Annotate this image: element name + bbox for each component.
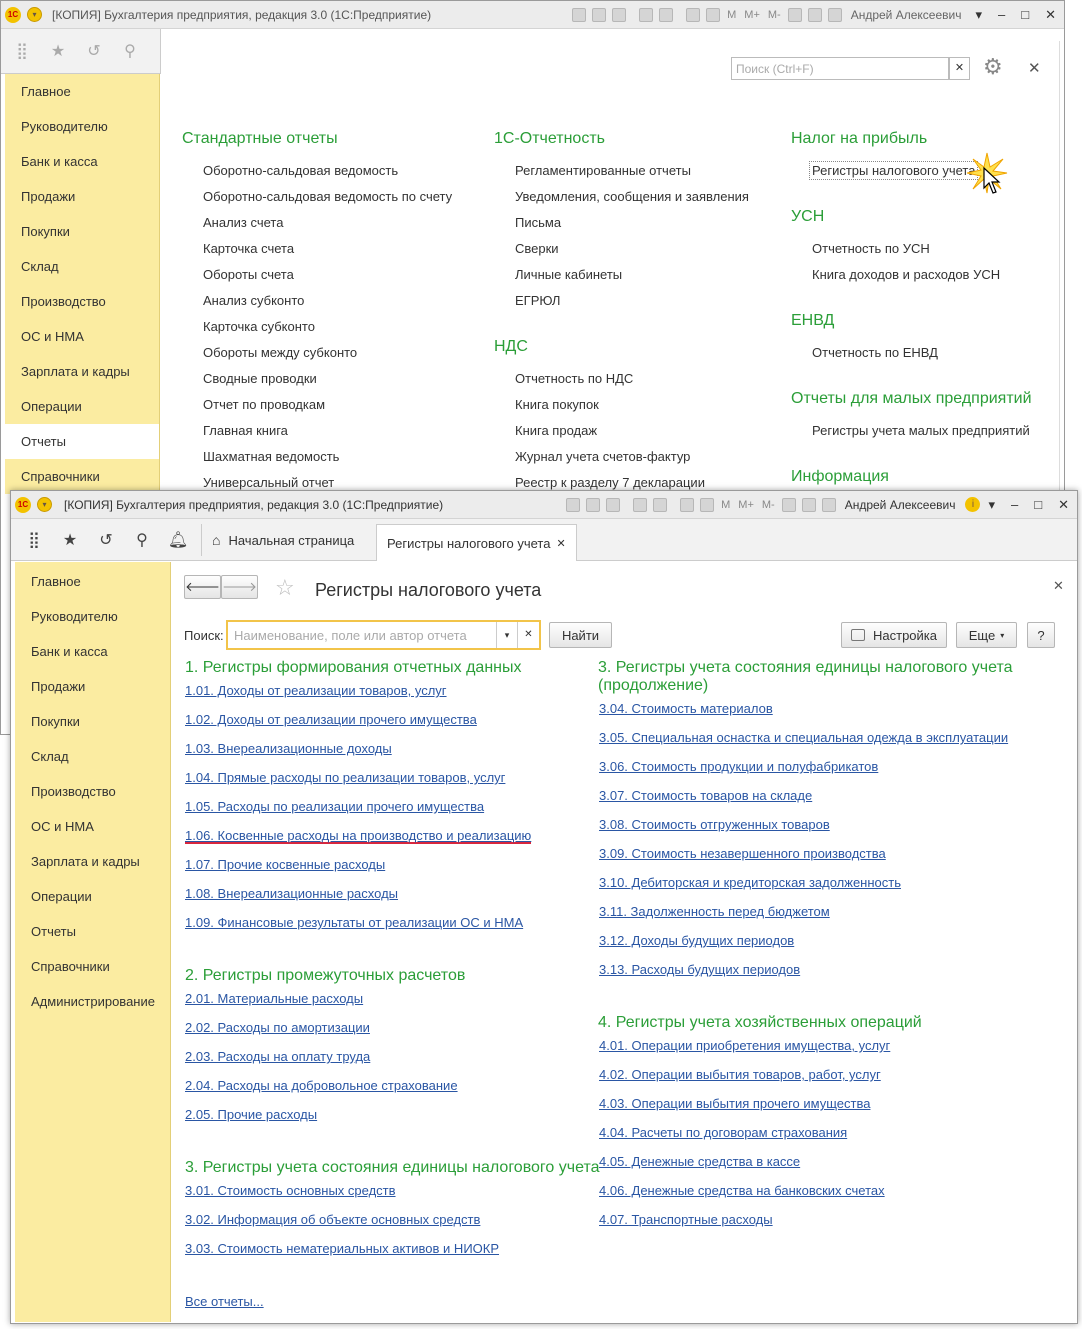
tab-close-icon[interactable]: ✕ [556, 537, 566, 550]
more-button-label: Еще [968, 627, 996, 643]
window-title: [КОПИЯ] Бухгалтерия предприятия, редакция 3.0 (1С:Предприятие) [52, 7, 432, 22]
save-icon[interactable] [566, 498, 580, 512]
history-icon[interactable]: ↺ [99, 531, 113, 549]
dropdown-icon[interactable]: ▾ [988, 496, 995, 512]
sidebar-item[interactable]: Руководителю [21, 119, 108, 134]
all-reports-link[interactable]: Все отчеты... [185, 1294, 264, 1309]
search-clear-icon[interactable]: ✕ [517, 622, 539, 648]
report-link[interactable]: Оборотно-сальдовая ведомость по счету [203, 189, 453, 204]
report-link[interactable]: 1.02. Доходы от реализации прочего имущества [185, 712, 477, 727]
search-icon[interactable]: ⚲ [136, 531, 148, 549]
report-link[interactable]: ЕГРЮЛ [515, 293, 561, 308]
report-link[interactable]: Карточка субконто [203, 319, 315, 334]
settings-button-label: Настройка [873, 627, 937, 643]
report-link[interactable]: 4.06. Денежные средства на банковских счетах [599, 1183, 885, 1198]
calculator-icon[interactable] [680, 498, 694, 512]
sidebar-item[interactable]: Банк и касса [31, 644, 108, 659]
report-link[interactable]: 3.12. Доходы будущих периодов [599, 933, 795, 948]
apps-grid-icon[interactable]: ⣿ [28, 531, 40, 549]
back-search-input[interactable] [731, 57, 949, 80]
close-window-icon[interactable]: ✕ [1058, 496, 1069, 512]
front-sidebar-list [15, 562, 170, 1019]
report-link[interactable]: Регистры учета малых предприятий [812, 423, 1030, 438]
report-link[interactable]: Письма [515, 215, 562, 230]
sidebar-item[interactable]: Склад [21, 259, 59, 274]
front-sidebar [15, 562, 171, 1322]
sidebar-item[interactable]: Продажи [21, 189, 76, 204]
sidebar-item[interactable]: Зарплата и кадры [31, 854, 140, 869]
report-link[interactable]: 1.01. Доходы от реализации товаров, услуг [185, 683, 447, 698]
report-link[interactable]: 2.01. Материальные расходы [185, 991, 364, 1006]
report-link[interactable]: 1.07. Прочие косвенные расходы [185, 857, 386, 872]
user-name[interactable]: Андрей Алексеевич [850, 7, 962, 22]
section-title: 1С-Отчетность [494, 130, 605, 147]
tools-icon[interactable] [822, 498, 836, 512]
group-title: 2. Регистры промежуточных расчетов [185, 967, 466, 984]
report-link[interactable]: Регламентированные отчеты [515, 163, 691, 178]
report-link[interactable]: Анализ счета [203, 215, 284, 230]
close-panel-icon[interactable]: ✕ [1028, 60, 1041, 77]
report-link[interactable]: 1.09. Финансовые результаты от реализации ОС и НМА [185, 915, 524, 930]
home-icon: ⌂ [212, 532, 221, 548]
group-title: 1. Регистры формирования отчетных данных [185, 659, 522, 676]
report-link[interactable]: 3.11. Задолженность перед бюджетом [599, 904, 830, 919]
report-link[interactable]: 3.07. Стоимость товаров на складе [599, 788, 813, 803]
download-icon[interactable] [653, 498, 667, 512]
1c-logo-icon: 1С [15, 497, 31, 513]
report-link[interactable]: Книга доходов и расходов УСН [812, 267, 1001, 282]
1c-logo-icon: 1С [5, 7, 21, 23]
report-link[interactable]: Главная книга [203, 423, 288, 438]
sidebar-item[interactable]: Производство [21, 294, 106, 309]
apps-grid-icon[interactable]: ⣿ [16, 43, 28, 60]
m-icon[interactable]: M [721, 498, 731, 511]
preview-icon[interactable] [606, 498, 620, 512]
sidebar-item[interactable]: Справочники [31, 959, 110, 974]
preview-icon[interactable] [612, 8, 626, 22]
tab-current-label: Регистры налогового учета [387, 535, 551, 551]
section-title: ЕНВД [791, 312, 835, 329]
section-title: НДС [494, 338, 528, 355]
mouse-cursor-icon [983, 167, 1001, 195]
report-link[interactable]: 1.05. Расходы по реализации прочего имущества [185, 799, 485, 814]
search-label: Поиск: [184, 628, 224, 643]
sidebar-item-active[interactable]: Отчеты [5, 424, 159, 459]
group-title: 3. Регистры учета состояния единицы налогового учета [185, 1159, 600, 1176]
section-title: УСН [791, 208, 825, 225]
upload-icon[interactable] [639, 8, 653, 22]
calendar-icon[interactable] [700, 498, 714, 512]
report-link[interactable]: Сверки [515, 241, 559, 256]
report-link[interactable]: Журнал учета счетов-фактур [515, 449, 691, 464]
search-icon[interactable]: ⚲ [124, 43, 136, 60]
panels-icon[interactable] [808, 8, 822, 22]
report-link[interactable]: 4.03. Операции выбытия прочего имущества [599, 1096, 871, 1111]
report-link[interactable]: 1.06. Косвенные расходы на производство и реализацию [185, 828, 532, 843]
search-input[interactable] [226, 620, 541, 650]
report-link[interactable]: Обороты счета [203, 267, 294, 282]
report-link[interactable]: 4.05. Денежные средства в кассе [599, 1154, 801, 1169]
user-name[interactable]: Андрей Алексеевич [844, 497, 956, 512]
report-link[interactable]: 1.08. Внереализационные расходы [185, 886, 399, 901]
sidebar-item[interactable]: Руководителю [31, 609, 118, 624]
report-link[interactable]: 1.04. Прямые расходы по реализации товаров, услуг [185, 770, 506, 785]
sidebar-item[interactable]: Продажи [31, 679, 86, 694]
sidebar-item[interactable]: Администрирование [31, 994, 155, 1009]
maximize-icon[interactable]: □ [1034, 497, 1043, 512]
gear-icon[interactable]: ⚙ [983, 54, 1003, 79]
settings-button[interactable] [841, 622, 947, 648]
report-link[interactable]: Шахматная ведомость [203, 449, 340, 464]
report-link[interactable]: Оборотно-сальдовая ведомость [203, 163, 399, 178]
front-window [10, 490, 1078, 1324]
print-icon[interactable] [592, 8, 606, 22]
tab-current[interactable] [376, 524, 577, 561]
front-topbar [11, 519, 1077, 561]
report-link[interactable]: 4.07. Транспортные расходы [599, 1212, 773, 1227]
report-link[interactable]: 4.01. Операции приобретения имущества, услуг [599, 1038, 891, 1053]
favorites-icon[interactable]: ★ [62, 531, 78, 549]
notifications-icon[interactable]: 🔔︎ [167, 531, 189, 549]
more-dropdown-icon: ▾ [1000, 630, 1005, 640]
help-button[interactable]: ? [1027, 622, 1055, 648]
report-link[interactable]: Карточка счета [203, 241, 295, 256]
report-link[interactable]: 3.08. Стоимость отгруженных товаров [599, 817, 830, 832]
sidebar-item[interactable]: Склад [31, 749, 69, 764]
download-icon[interactable] [659, 8, 673, 22]
report-link[interactable]: Отчетность по НДС [515, 371, 634, 386]
back-topbar [1, 29, 161, 74]
history-icon[interactable]: ↺ [87, 43, 101, 60]
window-title: [КОПИЯ] Бухгалтерия предприятия, редакция 3.0 (1С:Предприятие) [64, 497, 444, 512]
sidebar-item[interactable]: ОС и НМА [21, 329, 84, 344]
zoom-icon[interactable] [788, 8, 802, 22]
favorites-icon[interactable]: ★ [50, 43, 66, 60]
main-menu-icon[interactable]: ▾ [27, 7, 42, 22]
report-link[interactable]: Универсальный отчет [203, 475, 335, 490]
report-link[interactable]: 3.06. Стоимость продукции и полуфабрикатов [599, 759, 879, 774]
report-link[interactable]: Книга покупок [515, 397, 599, 412]
sidebar-item[interactable]: Операции [21, 399, 82, 414]
tab-home[interactable] [201, 524, 354, 556]
report-link[interactable]: Личные кабинеты [515, 267, 623, 282]
sidebar-item[interactable]: Банк и касса [21, 154, 98, 169]
tools-icon[interactable] [828, 8, 842, 22]
report-link[interactable]: 3.13. Расходы будущих периодов [599, 962, 801, 977]
report-link-tax-registers[interactable]: Регистры налогового учета [809, 161, 978, 180]
m-plus-icon[interactable]: M+ [744, 8, 760, 21]
report-link[interactable]: Отчетность по ЕНВД [812, 345, 938, 360]
sidebar-item[interactable]: Отчеты [31, 924, 76, 939]
back-search-placeholder: Поиск (Ctrl+F) [736, 62, 814, 76]
report-link[interactable]: Книга продаж [515, 423, 598, 438]
search-placeholder: Наименование, поле или автор отчета [234, 628, 467, 643]
favorite-star-icon[interactable]: ☆ [275, 575, 295, 600]
report-link[interactable]: 2.02. Расходы по амортизации [185, 1020, 370, 1035]
section-title: Отчеты для малых предприятий [791, 390, 1032, 407]
sidebar-item[interactable]: Покупки [21, 224, 70, 239]
find-button[interactable]: Найти [549, 622, 612, 648]
back-search-clear-icon[interactable]: ✕ [949, 57, 970, 80]
report-link[interactable]: 3.03. Стоимость нематериальных активов и НИОКР [185, 1241, 500, 1256]
calendar-icon[interactable] [706, 8, 720, 22]
report-link[interactable]: 3.04. Стоимость материалов [599, 701, 773, 716]
front-titlebar [11, 491, 1077, 519]
sidebar-item[interactable]: Главное [21, 84, 71, 99]
sidebar-item[interactable]: Главное [31, 574, 81, 589]
tab-home-label: Начальная страница [228, 532, 355, 548]
search-dropdown-icon[interactable]: ▾ [496, 622, 517, 648]
report-link[interactable]: Отчет по проводкам [203, 397, 326, 412]
report-link[interactable]: 2.05. Прочие расходы [185, 1107, 318, 1122]
back-right-border [1059, 41, 1060, 491]
m-minus-icon[interactable]: M- [767, 8, 781, 21]
section-title: Налог на прибыль [791, 130, 928, 147]
settings-icon [851, 629, 865, 641]
report-link[interactable]: 3.01. Стоимость основных средств [185, 1183, 396, 1198]
sidebar-item[interactable]: Операции [31, 889, 92, 904]
info-icon[interactable]: i [965, 497, 980, 512]
report-link[interactable]: Уведомления, сообщения и заявления [515, 189, 749, 204]
report-link[interactable]: 3.10. Дебиторская и кредиторская задолженность [599, 875, 901, 890]
group-title: 4. Регистры учета хозяйственных операций [598, 1014, 922, 1031]
report-link[interactable]: 3.09. Стоимость незавершенного производства [599, 846, 886, 861]
sidebar-item[interactable]: ОС и НМА [31, 819, 94, 834]
report-link[interactable]: Обороты между субконто [203, 345, 358, 360]
minimize-icon[interactable]: – [998, 7, 1006, 22]
report-link[interactable]: 3.02. Информация об объекте основных средств [185, 1212, 481, 1227]
zoom-icon[interactable] [782, 498, 796, 512]
calculator-icon[interactable] [686, 8, 700, 22]
upload-icon[interactable] [633, 498, 647, 512]
group-title: 3. Регистры учета состояния единицы налогового учета (продолжение) [598, 659, 1013, 694]
report-link[interactable]: Реестр к разделу 7 декларации [515, 475, 705, 490]
back-titlebar [1, 1, 1064, 29]
sidebar-item[interactable]: Производство [31, 784, 116, 799]
report-link[interactable]: 1.03. Внереализационные доходы [185, 741, 392, 756]
panels-icon[interactable] [802, 498, 816, 512]
report-link[interactable]: 2.03. Расходы на оплату труда [185, 1049, 371, 1064]
back-sidebar [5, 74, 160, 494]
save-icon[interactable] [572, 8, 586, 22]
main-menu-icon[interactable]: ▾ [37, 497, 52, 512]
report-link[interactable]: Отчетность по УСН [812, 241, 930, 256]
report-link[interactable]: 2.04. Расходы на добровольное страхование [185, 1078, 458, 1093]
close-window-icon[interactable]: ✕ [1045, 6, 1056, 22]
report-link[interactable]: 4.02. Операции выбытия товаров, работ, услуг [599, 1067, 881, 1082]
dropdown-icon[interactable]: ▾ [975, 6, 982, 22]
print-icon[interactable] [586, 498, 600, 512]
section-title: Стандартные отчеты [182, 130, 338, 147]
m-plus-icon[interactable]: M+ [738, 498, 754, 511]
section-title: Информация [791, 468, 889, 485]
report-link[interactable]: 4.04. Расчеты по договорам страхования [599, 1125, 848, 1140]
report-link[interactable]: 3.05. Специальная оснастка и специальная одежда в эксплуатации [599, 730, 1009, 745]
sidebar-item[interactable]: Справочники [21, 469, 100, 484]
back-button[interactable]: 🡐 [184, 575, 221, 599]
minimize-icon[interactable]: – [1011, 497, 1019, 512]
page-title: Регистры налогового учета [315, 580, 542, 600]
close-form-icon[interactable]: ✕ [1053, 578, 1064, 593]
sidebar-item[interactable]: Покупки [31, 714, 80, 729]
m-icon[interactable]: M [727, 8, 737, 21]
report-link[interactable]: Сводные проводки [203, 371, 317, 386]
sidebar-item[interactable]: Зарплата и кадры [21, 364, 130, 379]
maximize-icon[interactable]: □ [1021, 7, 1030, 22]
more-button[interactable] [956, 622, 1017, 648]
forward-button[interactable]: 🡒 [221, 575, 258, 599]
m-minus-icon[interactable]: M- [761, 498, 775, 511]
report-link[interactable]: Анализ субконто [203, 293, 305, 308]
